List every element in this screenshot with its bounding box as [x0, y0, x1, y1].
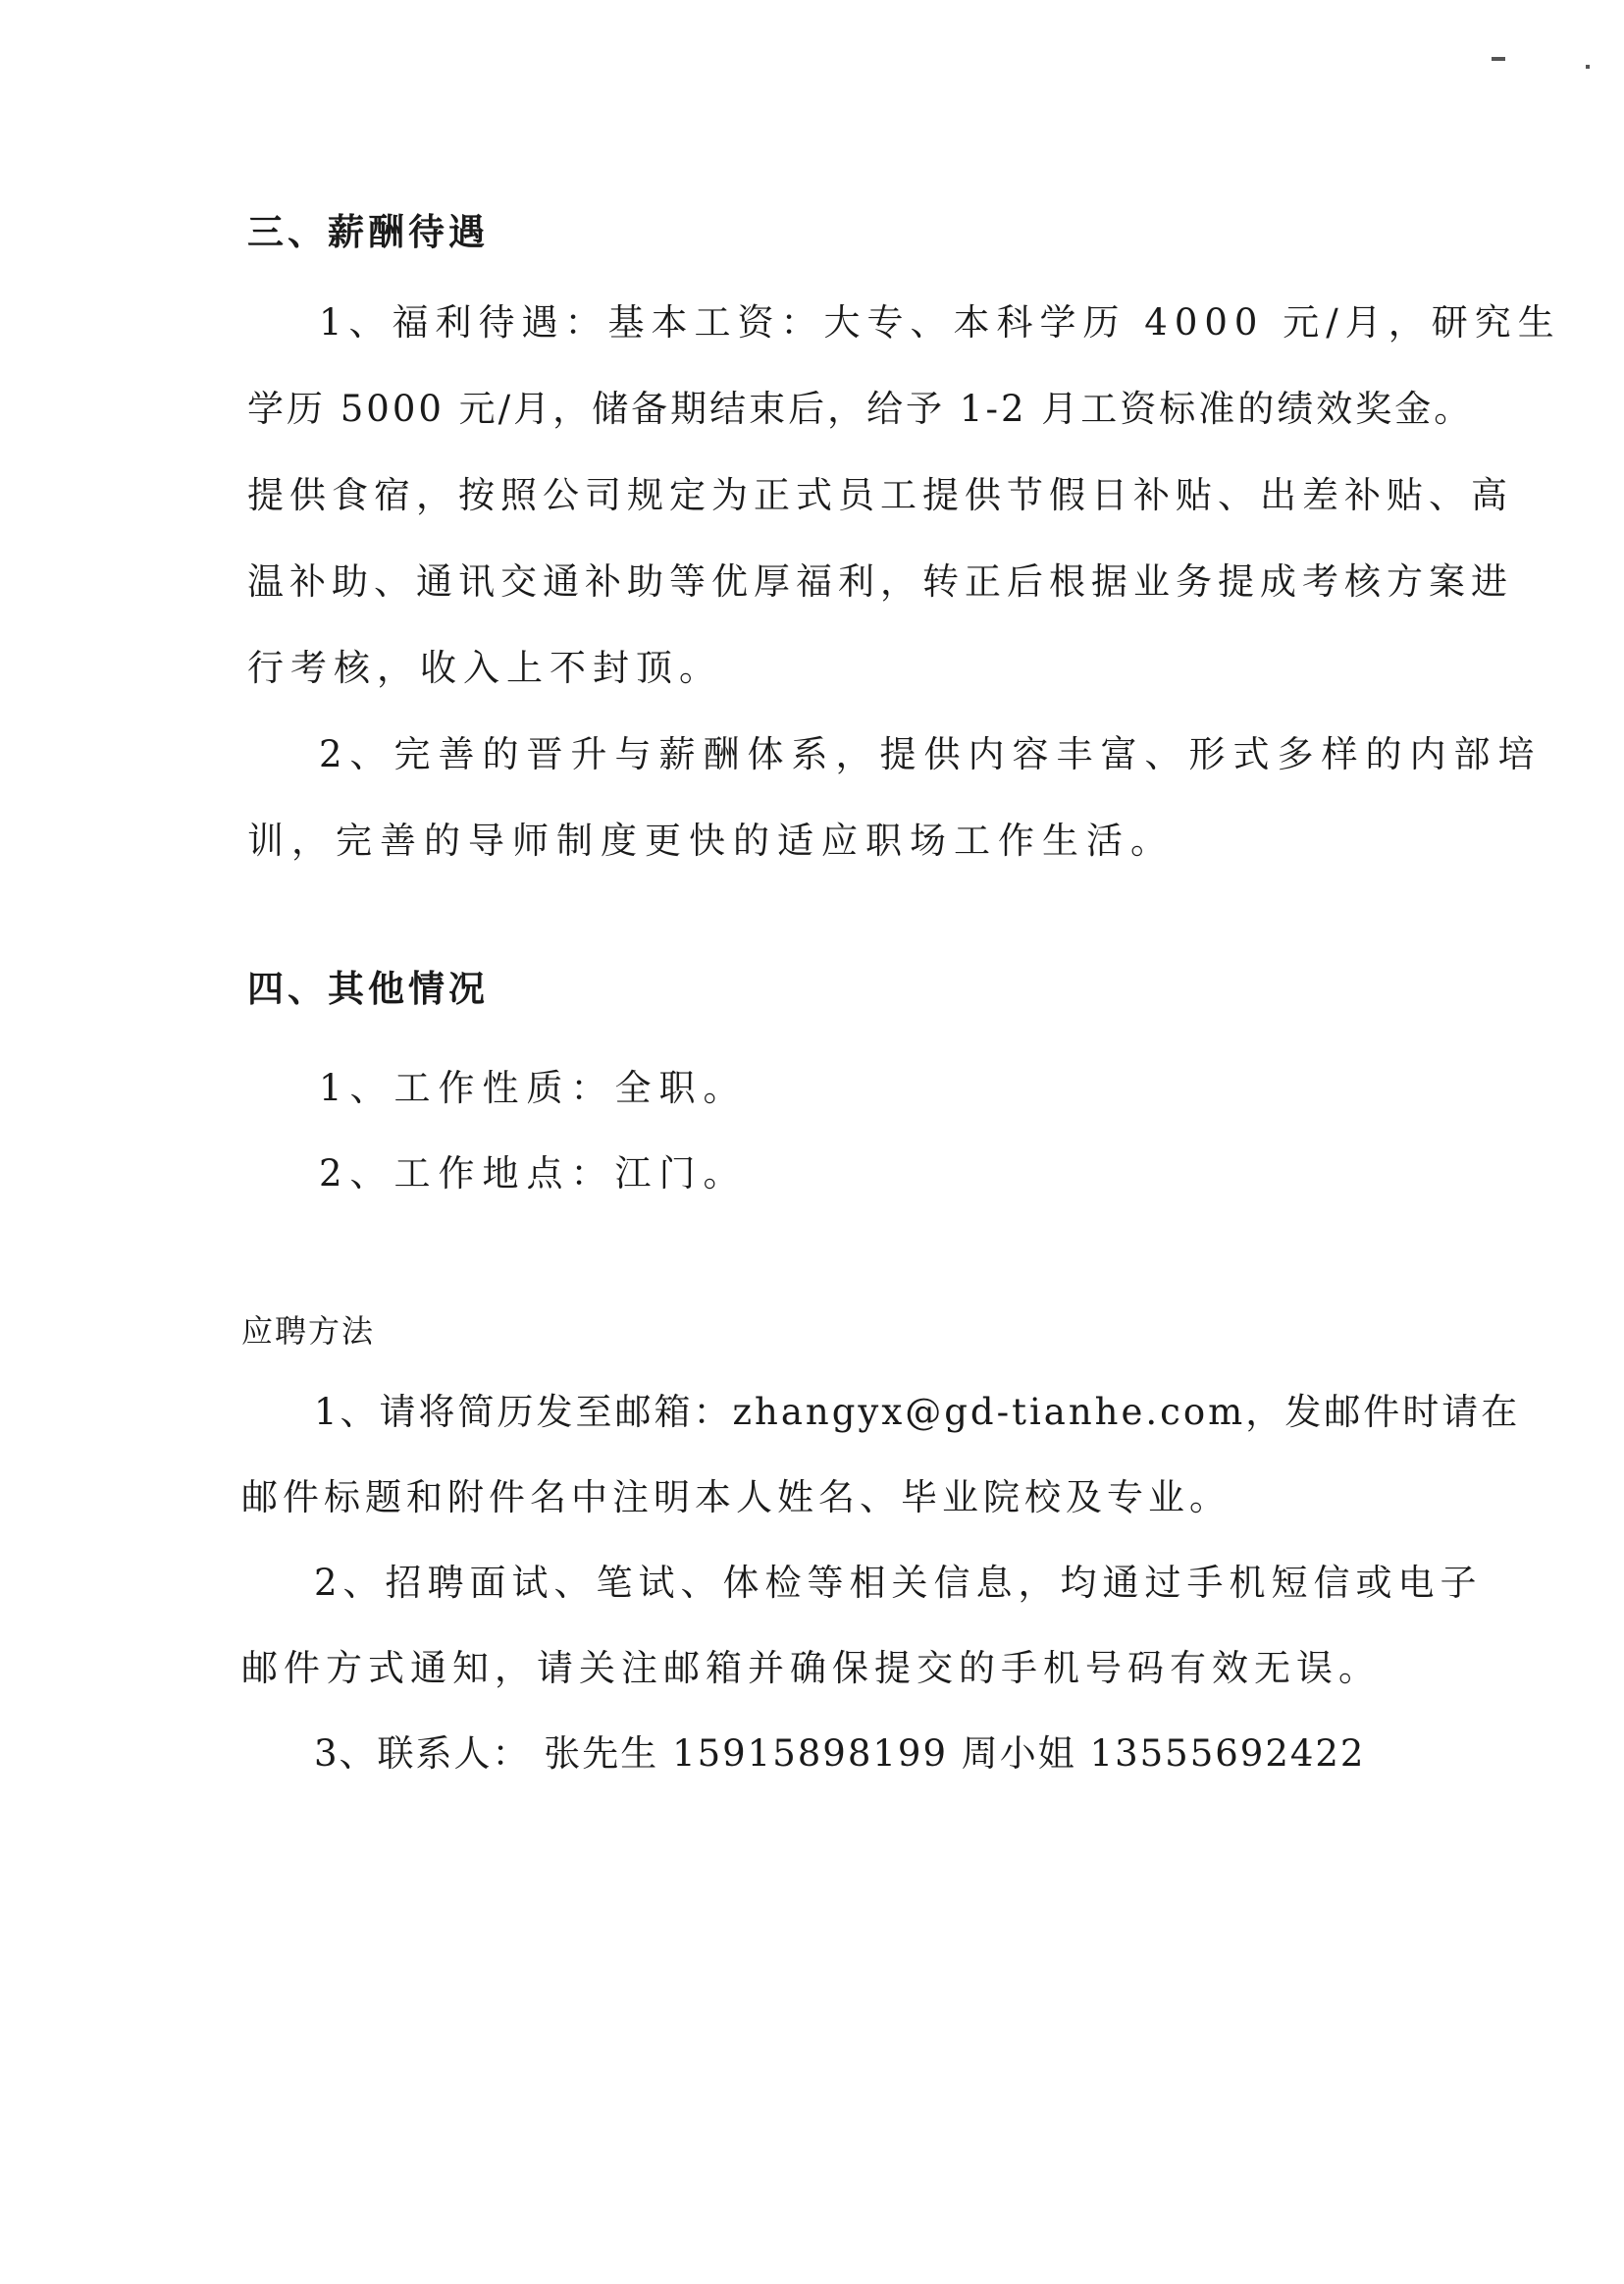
scan-speck	[1586, 65, 1590, 69]
paragraph-line: 1、福利待遇：基本工资：大专、本科学历 4000 元/月，研究生	[319, 301, 1561, 344]
paragraph-line: 1、请将简历发至邮箱：zhangyx@gd-tianhe.com，发邮件时请在	[314, 1391, 1521, 1433]
paragraph-line: 3、联系人： 张先生 15915898199 周小姐 13555692422	[314, 1732, 1366, 1775]
paragraph-line: 2、工作地点：江门。	[319, 1152, 748, 1195]
paragraph-line: 1、工作性质：全职。	[319, 1067, 748, 1109]
section-heading-apply: 应聘方法	[241, 1312, 376, 1350]
section-heading-salary: 三、薪酬待遇	[247, 210, 489, 253]
paragraph-line: 学历 5000 元/月，储备期结束后，给予 1-2 月工资标准的绩效奖金。	[247, 388, 1474, 430]
section-heading-other: 四、其他情况	[247, 967, 489, 1010]
paragraph-line: 提供食宿，按照公司规定为正式员工提供节假日补贴、出差补贴、高	[247, 474, 1513, 516]
paragraph-line: 邮件标题和附件名中注明本人姓名、毕业院校及专业。	[241, 1476, 1231, 1518]
paragraph-line: 邮件方式通知，请关注邮箱并确保提交的手机号码有效无误。	[241, 1647, 1381, 1689]
paragraph-line: 温补助、通讯交通补助等优厚福利，转正后根据业务提成考核方案进	[247, 560, 1513, 603]
paragraph-line: 训，完善的导师制度更快的适应职场工作生活。	[247, 820, 1175, 862]
paragraph-line: 2、招聘面试、笔试、体检等相关信息，均通过手机短信或电子	[314, 1562, 1483, 1604]
paragraph-line: 2、完善的晋升与薪酬体系，提供内容丰富、形式多样的内部培	[319, 733, 1543, 775]
paragraph-line: 行考核，收入上不封顶。	[247, 647, 722, 689]
scan-speck	[1492, 57, 1505, 61]
